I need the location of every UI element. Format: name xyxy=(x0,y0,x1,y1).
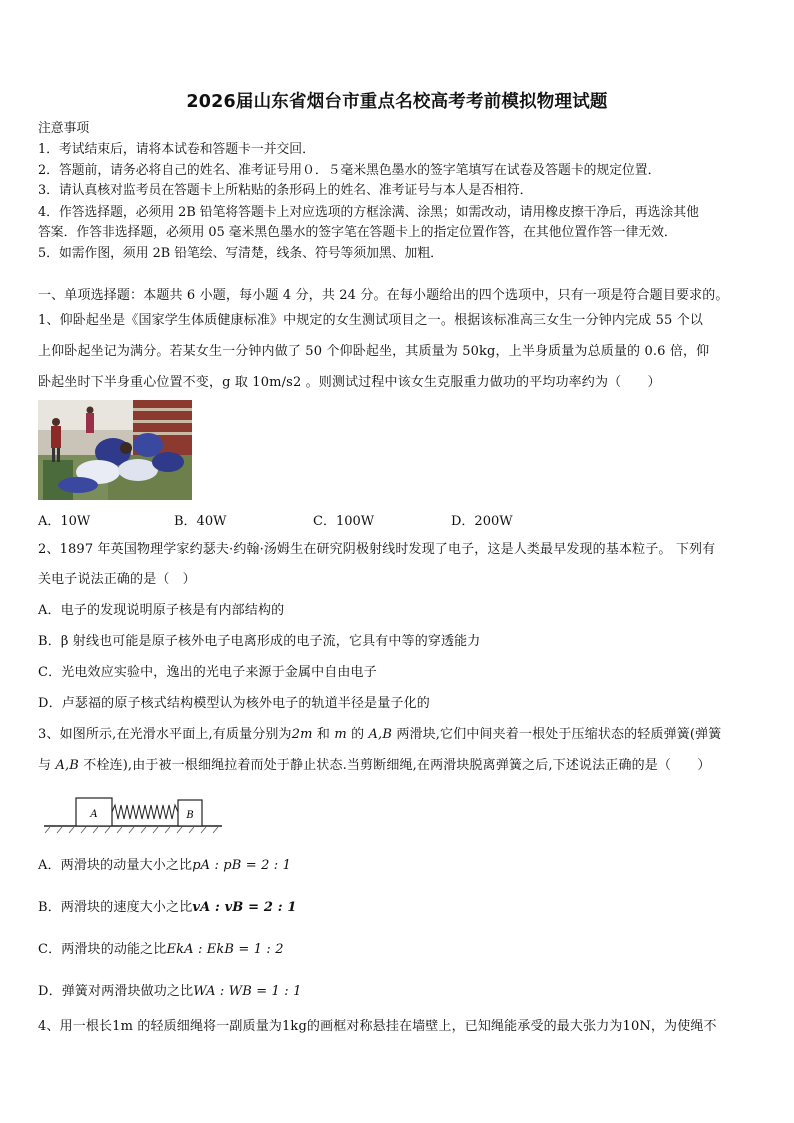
notice-heading: 注意事项 xyxy=(38,121,90,136)
notice-item: 2．答题前，请务必将自己的姓名、准考证号用０．５毫米黑色墨水的签字笔填写在试卷及答题卡的规定位置． xyxy=(38,163,661,178)
block-a-label: A xyxy=(90,809,98,820)
q3-option-b: B．两滑块的速度大小之比vA : vB = 2 : 1 xyxy=(38,900,297,915)
q1-option-b: B．40W xyxy=(174,514,227,529)
question-1-text: 卧起坐时下半身重心位置不变，g 取 10m/s2 。则测试过程中该女生克服重力做功的平均功率约为（ ） xyxy=(38,375,661,390)
q2-option-c: C．光电效应实验中，逸出的光电子来源于金属中自由电子 xyxy=(38,665,377,680)
q3-option-d: D．弹簧对两滑块做功之比WA : WB = 1 : 1 xyxy=(38,984,302,999)
q2-option-d: D．卢瑟福的原子核式结构模型认为核外电子的轨道半径是量子化的 xyxy=(38,696,430,711)
page-title: 2026届山东省烟台市重点名校高考考前模拟物理试题 xyxy=(186,92,608,112)
spring-blocks-diagram xyxy=(40,788,226,834)
question-1-text: 1、仰卧起坐是《国家学生体质健康标准》中规定的女生测试项目之一。根据该标准高三女生一分钟内完成 55 个以 xyxy=(38,313,704,328)
question-1-text: 上仰卧起坐记为满分。若某女生一分钟内做了 50 个仰卧起坐，其质量为 50kg，上半身质量为总质量的 0.6 倍，仰 xyxy=(38,344,710,359)
question-2-text: 2、1897 年英国物理学家约瑟夫·约翰·汤姆生在研究阴极射线时发现了电子，这是人类最早发现的基本粒子。 下列有 xyxy=(38,542,716,557)
question-3-text: 3、如图所示,在光滑水平面上,有质量分别为2m 和 m 的 A,B 两滑块,它们中间夹着一根处于压缩状态的轻质弹簧(弹簧 xyxy=(38,727,722,742)
section-heading: 一、单项选择题：本题共 6 小题，每小题 4 分，共 24 分。在每小题给出的四个选项中，只有一项是符合题目要求的。 xyxy=(38,288,729,303)
situp-photo xyxy=(38,400,192,500)
q1-option-d: D．200W xyxy=(451,514,513,529)
notice-item: 答案．作答非选择题，必须用 05 毫米黑色墨水的签字笔在答题卡上的指定位置作答，在其他位置作答一律无效． xyxy=(38,225,677,240)
q2-option-b: B．β 射线也可能是原子核外电子电离形成的电子流，它具有中等的穿透能力 xyxy=(38,634,481,649)
notice-item: 3．请认真核对监考员在答题卡上所粘贴的条形码上的姓名、准考证号与本人是否相符． xyxy=(38,183,533,198)
question-2-text: 关电子说法正确的是（ ） xyxy=(38,572,196,587)
q3-option-c: C．两滑块的动能之比EkA : EkB = 1 : 2 xyxy=(38,942,284,957)
q2-option-a: A．电子的发现说明原子核是有内部结构的 xyxy=(38,603,285,618)
question-3-text: 与 A,B 不栓连),由于被一根细绳拉着而处于静止状态.当剪断细绳,在两滑块脱离弹簧之后,下述说法正确的是（ ） xyxy=(38,758,711,773)
notice-item: 1．考试结束后，请将本试卷和答题卡一并交回． xyxy=(38,142,315,157)
notice-item: 5．如需作图，须用 2B 铅笔绘、写清楚，线条、符号等须加黑、加粗． xyxy=(38,246,443,261)
q1-option-a: A．10W xyxy=(38,514,91,529)
notice-item: 4．作答选择题，必须用 2B 铅笔将答题卡上对应选项的方框涂满、涂黑；如需改动，请用橡皮擦干净后，再选涂其他 xyxy=(38,205,699,220)
q1-option-c: C．100W xyxy=(313,514,375,529)
question-4-text: 4、用一根长1m 的轻质细绳将一副质量为1kg的画框对称悬挂在墙壁上，已知绳能承受的最大张力为10N，为使绳不 xyxy=(38,1019,717,1034)
block-b-label: B xyxy=(186,810,194,821)
q3-option-a: A．两滑块的动量大小之比pA : pB = 2 : 1 xyxy=(38,858,292,873)
